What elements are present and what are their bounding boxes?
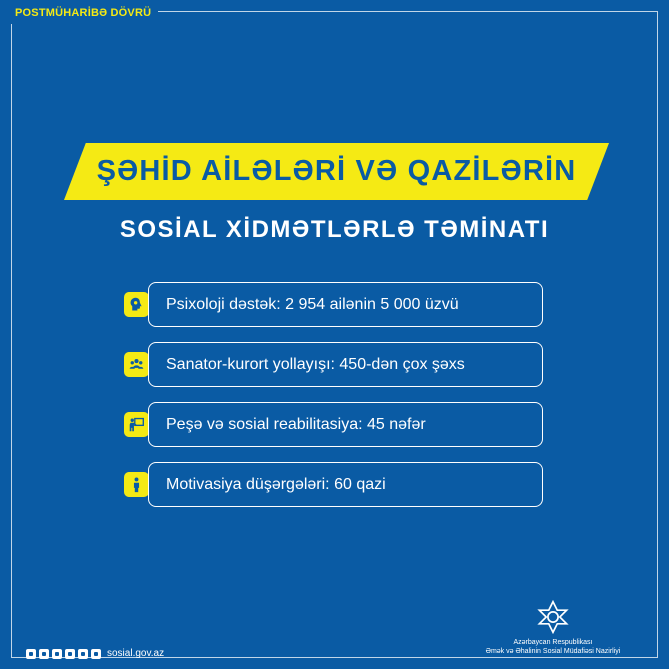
ministry-line-1: Azərbaycan Respublikası [513, 639, 593, 646]
list-item [124, 462, 544, 507]
instagram-icon[interactable] [39, 649, 49, 659]
facebook-icon[interactable] [26, 649, 36, 659]
item-text: Peşə və sosial reabilitasiya: 45 nəfər [148, 402, 543, 447]
ministry-logo-icon [536, 600, 570, 634]
youtube-icon[interactable] [78, 649, 88, 659]
linkedin-icon[interactable] [91, 649, 101, 659]
people-group-icon [124, 352, 149, 377]
item-text: Sanator-kurort yollayışı: 450-dən çox şəxs [148, 342, 543, 387]
head-icon [124, 292, 149, 317]
list-item [124, 402, 544, 447]
website-link[interactable]: sosial.gov.az [107, 648, 165, 659]
border-frame [11, 11, 658, 658]
social-bar [26, 648, 164, 660]
title-line-2: SOSİAL XİDMƏTLƏRLƏ TƏMİNATI [119, 216, 550, 243]
list-item [124, 282, 544, 327]
list-item [124, 342, 544, 387]
telegram-icon[interactable] [52, 649, 62, 659]
section-tag: POSTMÜHARİBƏ DÖVRÜ [9, 2, 158, 24]
item-text: Psixoloji dəstək: 2 954 ailənin 5 000 üzvü [148, 282, 543, 327]
ministry-line-2: Əmək və Əhalinin Sosial Müdafiəsi Nazirliyi [485, 648, 621, 655]
ministry-block [463, 600, 643, 656]
title-line-1: ŞƏHİD AİLƏLƏRİ VƏ QAZİLƏRİN [96, 155, 577, 187]
person-icon [124, 472, 149, 497]
twitter-icon[interactable] [65, 649, 75, 659]
teacher-board-icon [124, 412, 149, 437]
item-text: Motivasiya düşərgələri: 60 qazi [148, 462, 543, 507]
